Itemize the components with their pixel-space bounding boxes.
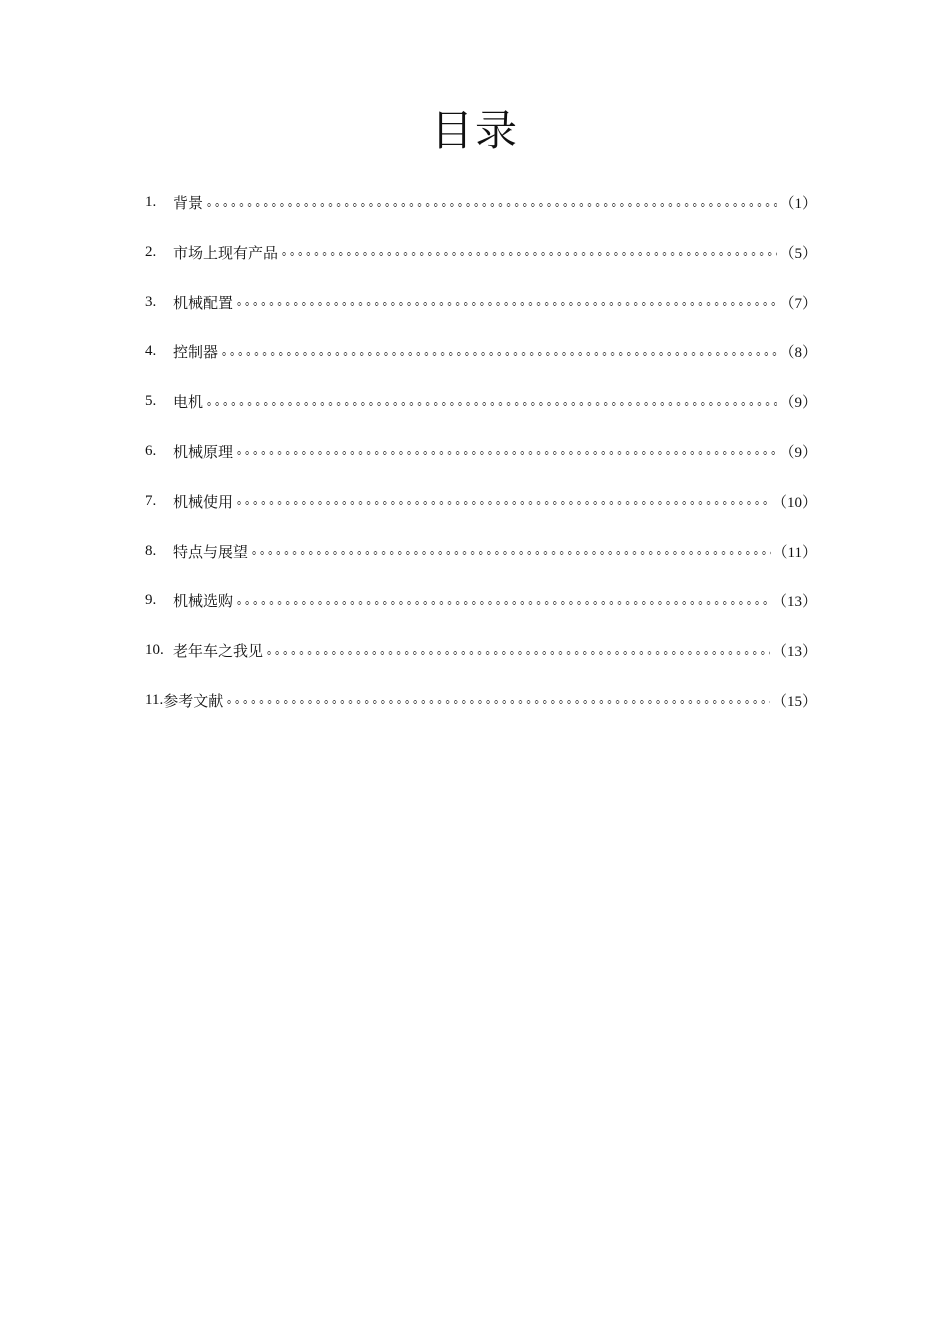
toc-entry-number: 1. — [145, 194, 157, 210]
dot-leader — [225, 695, 770, 709]
toc-entry-label: 机械配置 — [173, 293, 234, 312]
toc-entry-page: （13） — [771, 644, 817, 661]
toc-entry-label: 背景 — [173, 194, 204, 212]
toc-entry-number: 11. — [145, 691, 164, 708]
toc-entry-label: 电机 — [173, 393, 204, 412]
toc-entry-page: （7） — [779, 295, 817, 312]
toc-entry-7[interactable] — [145, 489, 817, 514]
dot-leader — [280, 247, 777, 261]
toc-entry-2[interactable] — [145, 240, 817, 265]
dot-leader — [205, 397, 777, 411]
toc-entry-label: 特点与展望 — [173, 542, 249, 561]
toc-entry-5[interactable] — [145, 389, 817, 414]
toc-entry-11[interactable] — [145, 688, 817, 713]
toc-entry-page: （1） — [779, 196, 817, 212]
toc-entry-number: 10. — [145, 642, 164, 659]
toc-entry-10[interactable] — [145, 638, 817, 663]
toc-entry-3[interactable] — [145, 290, 817, 315]
toc-entry-label: 参考文献 — [163, 691, 224, 710]
toc-entry-number: 6. — [145, 442, 157, 459]
toc-entry-label: 控制器 — [173, 343, 219, 362]
toc-entry-page: （15） — [771, 693, 817, 710]
toc-entry-number: 2. — [145, 243, 157, 260]
table-of-contents — [145, 190, 817, 738]
toc-entry-page: （10） — [771, 494, 817, 511]
toc-entry-1[interactable] — [145, 190, 817, 215]
dot-leader — [265, 646, 770, 660]
toc-entry-6[interactable] — [145, 439, 817, 464]
toc-entry-page: （9） — [779, 444, 817, 461]
toc-entry-number: 9. — [145, 592, 157, 609]
toc-entry-label: 老年车之我见 — [173, 642, 264, 661]
toc-entry-number: 3. — [145, 293, 157, 310]
toc-entry-number: 8. — [145, 542, 157, 559]
toc-entry-label: 机械原理 — [173, 442, 234, 461]
toc-entry-page: （8） — [779, 345, 817, 362]
toc-entry-page: （11） — [772, 544, 817, 561]
toc-entry-label: 市场上现有产品 — [173, 243, 279, 262]
toc-entry-page: （5） — [779, 245, 817, 262]
toc-entry-label: 机械使用 — [173, 492, 234, 511]
toc-entry-9[interactable] — [145, 588, 817, 613]
toc-entry-number: 7. — [145, 492, 157, 509]
toc-entry-number: 5. — [145, 393, 157, 410]
toc-entry-page: （9） — [779, 395, 817, 412]
dot-leader — [235, 596, 770, 610]
toc-entry-page: （13） — [771, 594, 817, 611]
toc-entry-8[interactable] — [145, 539, 817, 564]
dot-leader — [235, 446, 777, 460]
toc-entry-number: 4. — [145, 343, 157, 360]
toc-entry-4[interactable] — [145, 339, 817, 364]
page-title: 目录 — [430, 106, 519, 155]
dot-leader — [220, 347, 777, 361]
dot-leader — [205, 198, 777, 212]
dot-leader — [235, 496, 770, 510]
dot-leader — [235, 297, 777, 311]
toc-entry-label: 机械选购 — [173, 592, 234, 611]
dot-leader — [250, 546, 771, 560]
